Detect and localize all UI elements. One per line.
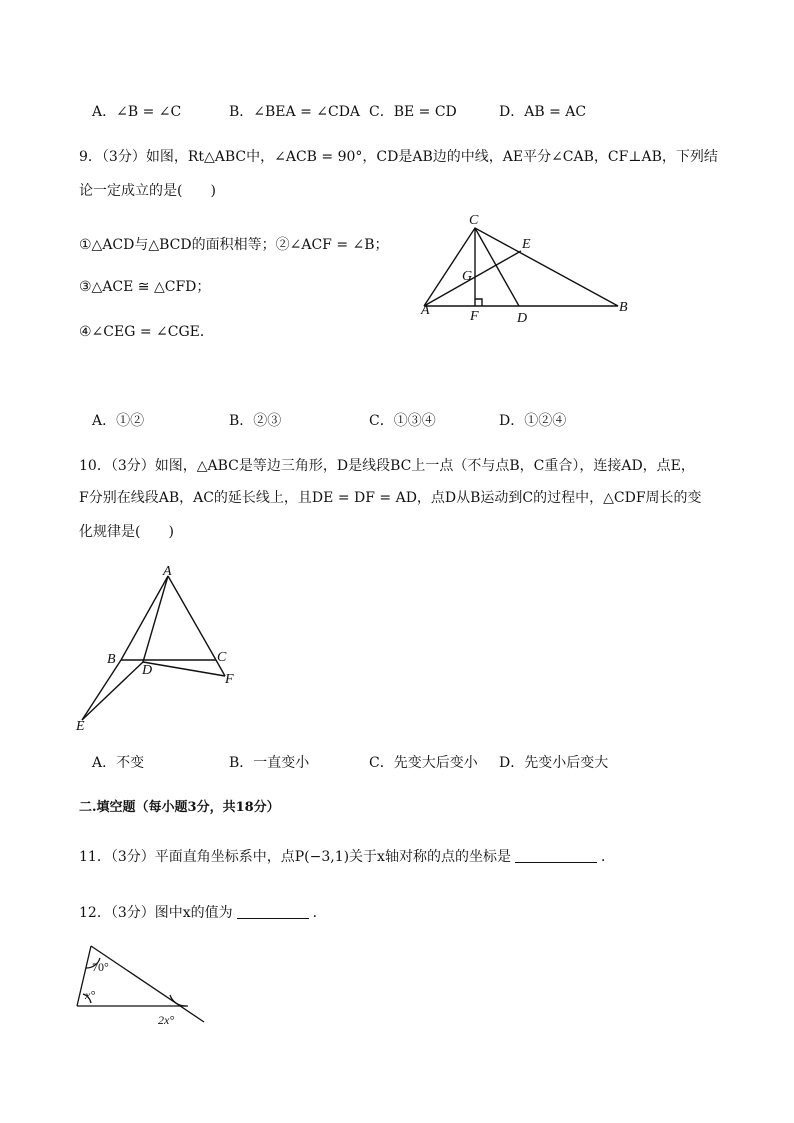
q12-answer-blank[interactable] [237,918,309,919]
q9-statement-4: ④∠CEG = ∠CGE． [79,324,214,340]
q10-label-c: C [217,650,227,665]
q10-option-c[interactable]: C．先变大后变小 [369,755,478,771]
q10-option-a[interactable]: A．不变 [92,755,145,771]
q8-option-d[interactable]: D．AB = AC [499,104,587,120]
q9-label-a: A [421,303,430,318]
q9-label-d: D [517,311,528,326]
q10-label-b: B [107,652,116,667]
q11-end: ． [600,849,615,865]
q8-option-c[interactable]: C．BE = CD [369,104,457,120]
q9-label-g: G [462,269,473,284]
q12-text: 12．（3分）图中x的值为 [79,905,233,921]
q9-statement-1-2: ①△ACD与△BCD的面积相等；②∠ACF = ∠B； [79,237,389,253]
q10-triangle-figure [74,562,244,732]
q12-end: ． [312,905,327,921]
q10-stem-line3: 化规律是( ) [79,524,174,540]
q11-stem [79,846,615,866]
q8-option-b[interactable]: B．∠BEA = ∠CDA [229,104,361,120]
q12-label-x: x° [85,988,96,1002]
q9-statement-3: ③△ACE ≅ △CFD； [79,279,211,295]
q8-option-a[interactable]: A．∠B = ∠C [92,104,182,120]
q9-label-e: E [522,237,531,252]
section-heading-fill-blank: 二.填空题（每小题3分，共18分） [79,800,280,815]
q10-label-e: E [76,719,85,734]
q10-option-b[interactable]: B．一直变小 [229,755,310,771]
q9-label-f: F [470,309,479,324]
q12-label-70: 70° [92,960,109,974]
q9-stem-line2: 论一定成立的是( ) [79,183,216,199]
q9-option-b[interactable]: B．②③ [229,413,282,429]
q9-option-a[interactable]: A．①② [92,413,145,429]
q10-option-d[interactable]: D．先变小后变大 [499,755,609,771]
q9-triangle-figure [418,210,638,325]
q11-text: 11．（3分）平面直角坐标系中，点P(−3,1)关于x轴对称的点的坐标是 [79,849,511,865]
q9-label-c: C [469,213,479,228]
q10-label-f: F [225,672,234,687]
q12-triangle-figure [72,940,212,1030]
q10-label-d: D [142,663,153,678]
q10-stem-line1: 10．（3分）如图，△ABC是等边三角形，D是线段BC上一点（不与点B，C重合），连接AD，点E， [79,458,695,474]
q10-stem-line2: F分别在线段AB，AC的延长线上，且DE = DF = AD，点D从B运动到C的过程中，△CDF周长的变 [79,490,702,506]
q11-answer-blank[interactable] [515,862,597,863]
q12-stem [79,902,327,922]
q9-stem-line1: 9．（3分）如图，Rt△ABC中，∠ACB = 90°，CD是AB边的中线，AE平分∠CAB，CF⊥AB，下列结 [79,149,718,165]
q12-label-2x: 2x° [158,1013,175,1027]
q9-option-c[interactable]: C．①③④ [369,413,436,429]
q10-label-a: A [163,564,172,579]
q9-label-b: B [619,300,628,315]
q9-option-d[interactable]: D．①②④ [499,413,567,429]
